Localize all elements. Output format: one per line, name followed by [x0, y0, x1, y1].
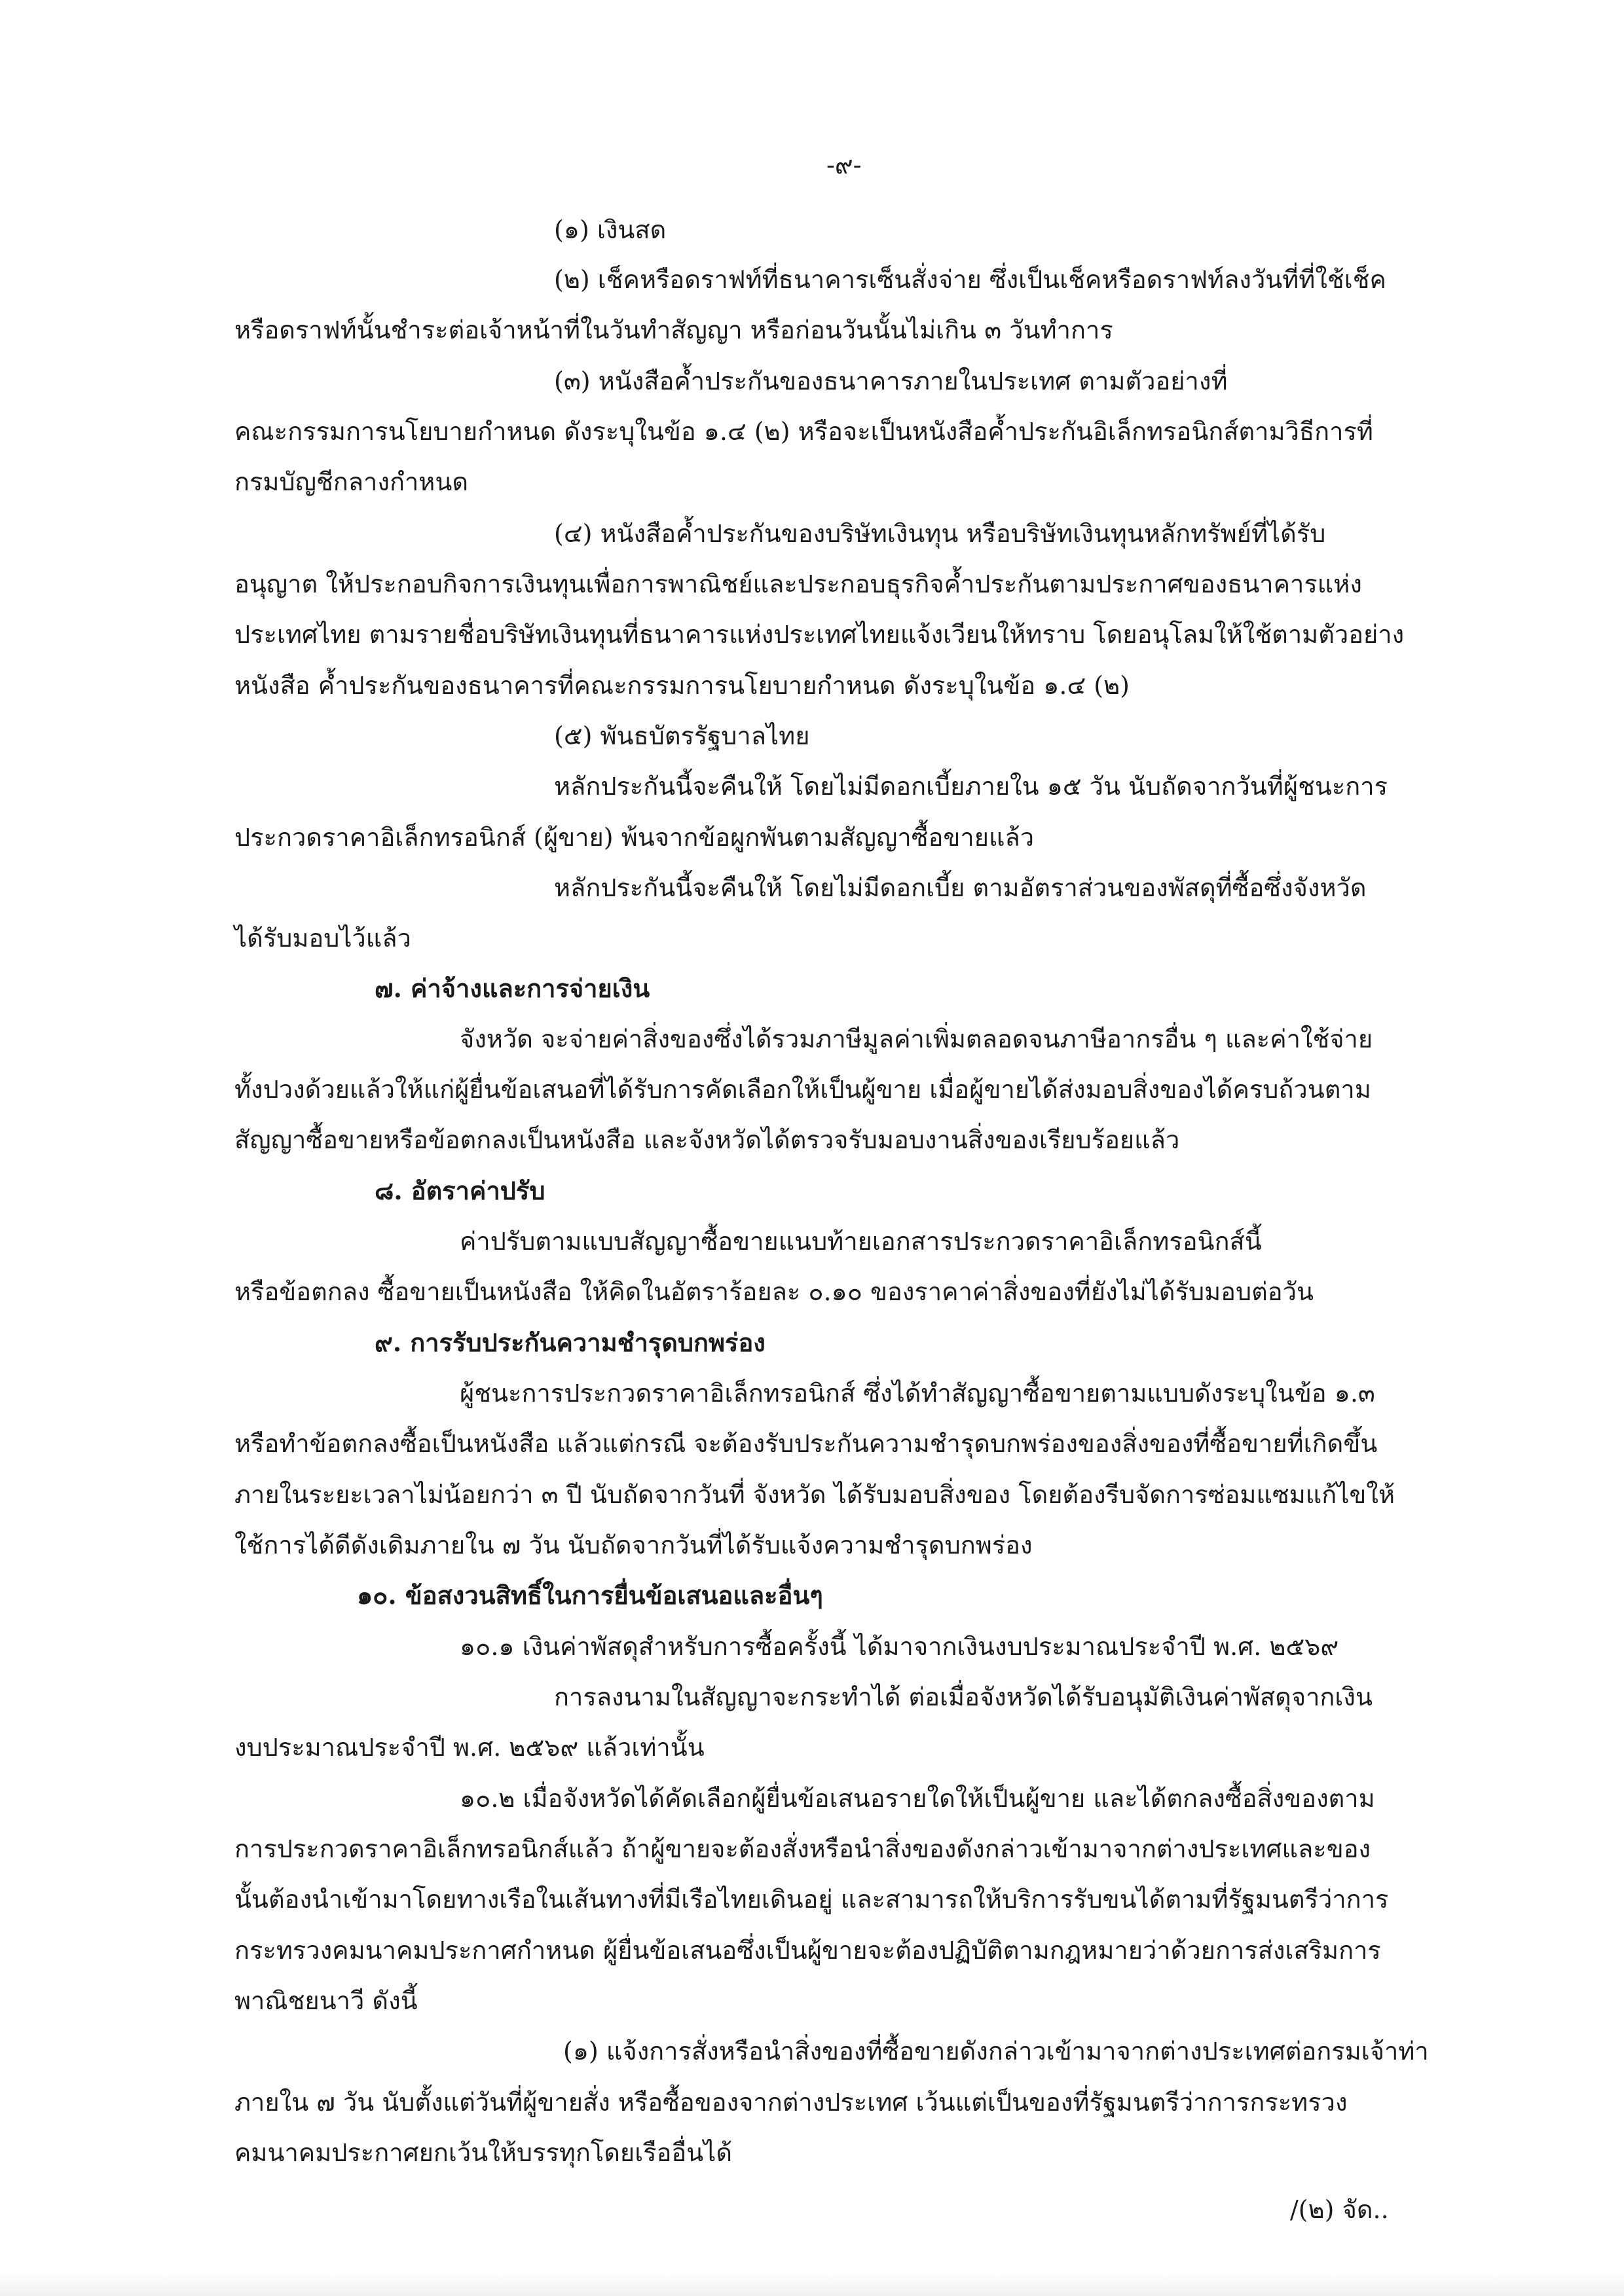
text-line: การประกวดราคาอิเล็กทรอนิกส์แล้ว ถ้าผู้ขายจะต้องสั่งหรือนำสิ่งของดังกล่าวเข้ามาจากต่างประเทศและของ: [234, 1834, 1371, 1863]
text-line: ประเทศไทย ตามรายชื่อบริษัทเงินทุนที่ธนาคารแห่งประเทศไทยแจ้งเวียนให้ทราบ โดยอนุโลมให้ใช้ตามตัวอย่าง: [234, 620, 1405, 649]
text-line: พาณิชยนาวี ดังนี้: [234, 1986, 418, 2015]
text-line: กระทรวงคมนาคมประกาศกำหนด ผู้ยื่นข้อเสนอซึ่งเป็นผู้ขายจะต้องปฏิบัติตามกฎหมายว่าด้วยการส่งเสริมการ: [234, 1936, 1381, 1965]
text-line: ประกวดราคาอิเล็กทรอนิกส์ (ผู้ขาย) พ้นจากข้อผูกพันตามสัญญาซื้อขายแล้ว: [234, 823, 1035, 852]
text-line: จังหวัด จะจ่ายค่าสิ่งของซึ่งได้รวมภาษีมูลค่าเพิ่มตลอดจนภาษีอากรอื่น ๆ และค่าใช้จ่าย: [460, 1025, 1373, 1053]
text-line: ทั้งปวงด้วยแล้วให้แก่ผู้ยื่นข้อเสนอที่ได้รับการคัดเลือกให้เป็นผู้ขาย เมื่อผู้ขายได้ส่งมอบสิ่งของได้ครบถ้วนตาม: [234, 1075, 1371, 1104]
text-line: (๑) แจ้งการสั่งหรือนำสิ่งของที่ซื้อขายดังกล่าวเข้ามาจากต่างประเทศต่อกรมเจ้าท่า: [563, 2037, 1429, 2066]
text-line: คณะกรรมการนโยบายกำหนด ดังระบุในข้อ ๑.๔ (๒) หรือจะเป็นหนังสือค้ำประกันอิเล็กทรอนิกส์ตามวิธีการที่: [234, 417, 1373, 446]
text-line: ได้รับมอบไว้แล้ว: [234, 924, 411, 953]
text-line: (๔) หนังสือค้ำประกันของบริษัทเงินทุน หรือบริษัทเงินทุนหลักทรัพย์ที่ได้รับ: [554, 519, 1326, 548]
text-line: หรือข้อตกลง ซื้อขายเป็นหนังสือ ให้คิดในอัตราร้อยละ ๐.๑๐ ของราคาค่าสิ่งของที่ยังไม่ได้รับมอบต่อวัน: [234, 1277, 1314, 1306]
section-heading-7: ๗. ค่าจ้างและการจ่ายเงิน: [375, 974, 650, 1003]
section-heading-10: ๑๐. ข้อสงวนสิทธิ์ในการยื่นข้อเสนอและอื่นๆ: [357, 1580, 823, 1610]
text-line: ใช้การได้ดีดังเดิมภายใน ๗ วัน นับถัดจากวันที่ได้รับแจ้งความชำรุดบกพร่อง: [234, 1531, 1033, 1559]
text-line: ค่าปรับตามแบบสัญญาซื้อขายแนบท้ายเอกสารประกวดราคาอิเล็กทรอนิกส์นี้: [460, 1227, 1262, 1256]
text-line: สัญญาซื้อขายหรือข้อตกลงเป็นหนังสือ และจังหวัดได้ตรวจรับมอบงานสิ่งของเรียบร้อยแล้ว: [234, 1125, 1180, 1154]
continuation-note: /(๒) จัด..: [1290, 2195, 1389, 2224]
text-line: ๑๐.๒ เมื่อจังหวัดได้คัดเลือกผู้ยื่นข้อเสนอรายใดให้เป็นผู้ขาย และได้ตกลงซื้อสิ่งของตาม: [460, 1784, 1375, 1813]
text-line: หรือดราฟท์นั้นชำระต่อเจ้าหน้าที่ในวันทำสัญญา หรือก่อนวันนั้นไม่เกิน ๓ วันทำการ: [234, 316, 1113, 344]
text-line: (๓) หนังสือค้ำประกันของธนาคารภายในประเทศ ตามตัวอย่างที่: [554, 367, 1228, 395]
text-line: (๑) เงินสด: [554, 215, 667, 244]
text-line: (๒) เช็คหรือดราฟท์ที่ธนาคารเซ็นสั่งจ่าย ซึ่งเป็นเช็คหรือดราฟท์ลงวันที่ที่ใช้เช็ค: [554, 265, 1386, 294]
text-line: หรือทำข้อตกลงซื้อเป็นหนังสือ แล้วแต่กรณี จะต้องรับประกันความชำรุดบกพร่องของสิ่งของที่ซื้อขายที่เกิดขึ้น: [234, 1429, 1378, 1458]
text-line: (๕) พันธบัตรรัฐบาลไทย: [554, 721, 810, 750]
text-line: การลงนามในสัญญาจะกระทำได้ ต่อเมื่อจังหวัดได้รับอนุมัติเงินค่าพัสดุจากเงิน: [554, 1683, 1373, 1711]
text-line: ภายในระยะเวลาไม่น้อยกว่า ๓ ปี นับถัดจากวันที่ จังหวัด ได้รับมอบสิ่งของ โดยต้องรีบจัดการซ่อมแซมแก้ไขให้: [234, 1480, 1395, 1509]
text-line: หนังสือ ค้ำประกันของธนาคารที่คณะกรรมการนโยบายกำหนด ดังระบุในข้อ ๑.๔ (๒): [234, 671, 1130, 700]
scan-edge: [0, 2272, 1624, 2296]
text-line: หลักประกันนี้จะคืนให้ โดยไม่มีดอกเบี้ย ตามอัตราส่วนของพัสดุที่ซื้อซึ่งจังหวัด: [554, 873, 1367, 902]
text-line: ผู้ชนะการประกวดราคาอิเล็กทรอนิกส์ ซึ่งได้ทำสัญญาซื้อขายตามแบบดังระบุในข้อ ๑.๓: [460, 1379, 1375, 1408]
section-heading-8: ๘. อัตราค่าปรับ: [375, 1176, 545, 1205]
text-line: คมนาคมประกาศยกเว้นให้บรรทุกโดยเรืออื่นได้: [234, 2138, 732, 2167]
text-line: ๑๐.๑ เงินค่าพัสดุสำหรับการซื้อครั้งนี้ ได้มาจากเงินงบประมาณประจำปี พ.ศ. ๒๕๖๙: [460, 1632, 1339, 1661]
text-line: งบประมาณประจำปี พ.ศ. ๒๕๖๙ แล้วเท่านั้น: [234, 1733, 705, 1762]
text-line: อนุญาต ให้ประกอบกิจการเงินทุนเพื่อการพาณิชย์และประกอบธุรกิจค้ำประกันตามประกาศของธนาคารแห่ง: [234, 570, 1362, 598]
page-number: -๙-: [826, 151, 862, 179]
text-line: ภายใน ๗ วัน นับตั้งแต่วันที่ผู้ขายสั่ง หรือซื้อของจากต่างประเทศ เว้นแต่เป็นของที่รัฐมนตรีว่าการกระทรวง: [234, 2088, 1348, 2117]
text-line: กรมบัญชีกลางกำหนด: [234, 467, 468, 496]
section-heading-9: ๙. การรับประกันความชำรุดบกพร่อง: [375, 1328, 766, 1357]
text-line: นั้นต้องนำเข้ามาโดยทางเรือในเส้นทางที่มีเรือไทยเดินอยู่ และสามารถให้บริการรับขนได้ตามที่รัฐมนตรีว่าการ: [234, 1885, 1389, 1914]
text-line: หลักประกันนี้จะคืนให้ โดยไม่มีดอกเบี้ยภายใน ๑๕ วัน นับถัดจากวันที่ผู้ชนะการ: [554, 772, 1388, 801]
